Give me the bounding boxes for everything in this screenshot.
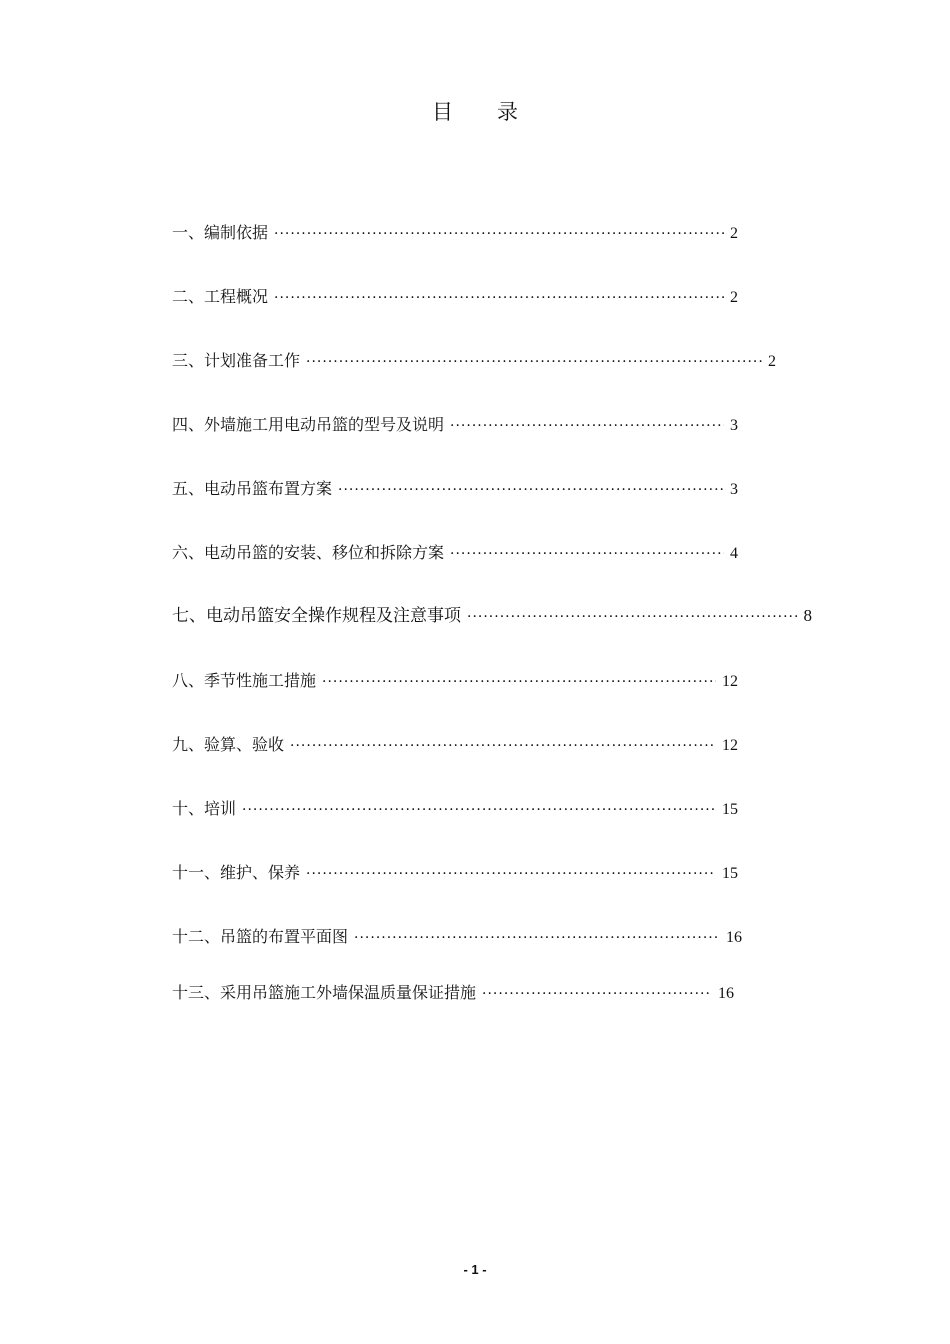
dot-leader bbox=[467, 606, 798, 628]
toc-entry-label: 六、电动吊篮的安装、移位和拆除方案 bbox=[172, 543, 445, 562]
dot-leader bbox=[450, 543, 724, 565]
toc-entry-3[interactable] bbox=[172, 350, 776, 373]
toc-entry-9[interactable] bbox=[172, 734, 738, 757]
toc-entry-page: 3 bbox=[730, 481, 738, 498]
toc-entry-label: 九、验算、验收 bbox=[172, 735, 285, 754]
dot-leader bbox=[306, 863, 716, 885]
toc-entry-label: 一、编制依据 bbox=[172, 223, 269, 242]
toc-entry-page: 2 bbox=[730, 225, 738, 242]
dot-leader bbox=[242, 799, 716, 821]
dot-leader bbox=[274, 287, 724, 309]
dot-leader bbox=[354, 927, 720, 949]
toc-entry-page: 12 bbox=[722, 673, 738, 690]
toc-entry-label: 十二、吊篮的布置平面图 bbox=[172, 927, 349, 946]
toc-entry-label: 三、计划准备工作 bbox=[172, 351, 301, 370]
toc-entry-page: 16 bbox=[718, 985, 734, 1002]
toc-entry-label: 八、季节性施工措施 bbox=[172, 671, 317, 690]
toc-entry-page: 3 bbox=[730, 417, 738, 434]
toc-entry-label: 五、电动吊篮布置方案 bbox=[172, 479, 333, 498]
toc-entry-label: 七、电动吊篮安全操作规程及注意事项 bbox=[172, 606, 461, 626]
toc-entry-page: 12 bbox=[722, 737, 738, 754]
toc-entry-4[interactable] bbox=[172, 414, 738, 437]
toc-entry-page: 15 bbox=[722, 801, 738, 818]
toc-entry-page: 15 bbox=[722, 865, 738, 882]
dot-leader bbox=[322, 671, 716, 693]
page-title: 目录 bbox=[432, 100, 562, 124]
toc-entry-11[interactable] bbox=[172, 862, 738, 885]
toc-entry-page: 16 bbox=[726, 929, 742, 946]
toc-entry-label: 二、工程概况 bbox=[172, 287, 269, 306]
toc-entry-2[interactable] bbox=[172, 286, 738, 309]
toc-entry-10[interactable] bbox=[172, 798, 738, 821]
dot-leader bbox=[274, 223, 724, 245]
dot-leader bbox=[338, 479, 724, 501]
toc-entry-8[interactable] bbox=[172, 670, 738, 693]
toc-entry-label: 十三、采用吊篮施工外墙保温质量保证措施 bbox=[172, 983, 477, 1002]
toc-entry-page: 2 bbox=[768, 353, 776, 370]
dot-leader bbox=[306, 351, 762, 373]
toc-entry-1[interactable] bbox=[172, 222, 738, 245]
toc-entry-page: 2 bbox=[730, 289, 738, 306]
toc-entry-label: 四、外墙施工用电动吊篮的型号及说明 bbox=[172, 415, 445, 434]
dot-leader bbox=[482, 983, 712, 1005]
toc-entry-12[interactable] bbox=[172, 926, 742, 949]
toc-entry-page: 4 bbox=[730, 545, 738, 562]
toc-entry-7[interactable] bbox=[172, 605, 812, 628]
toc-entry-5[interactable] bbox=[172, 478, 738, 501]
dot-leader bbox=[290, 735, 716, 757]
toc-entry-label: 十一、维护、保养 bbox=[172, 863, 301, 882]
dot-leader bbox=[450, 415, 724, 437]
toc-entry-label: 十、培训 bbox=[172, 799, 237, 818]
page-number: - 1 - bbox=[463, 1262, 487, 1277]
toc-entry-6[interactable] bbox=[172, 542, 738, 565]
toc-entry-page: 8 bbox=[803, 606, 812, 625]
toc-entry-13[interactable] bbox=[172, 982, 734, 1005]
